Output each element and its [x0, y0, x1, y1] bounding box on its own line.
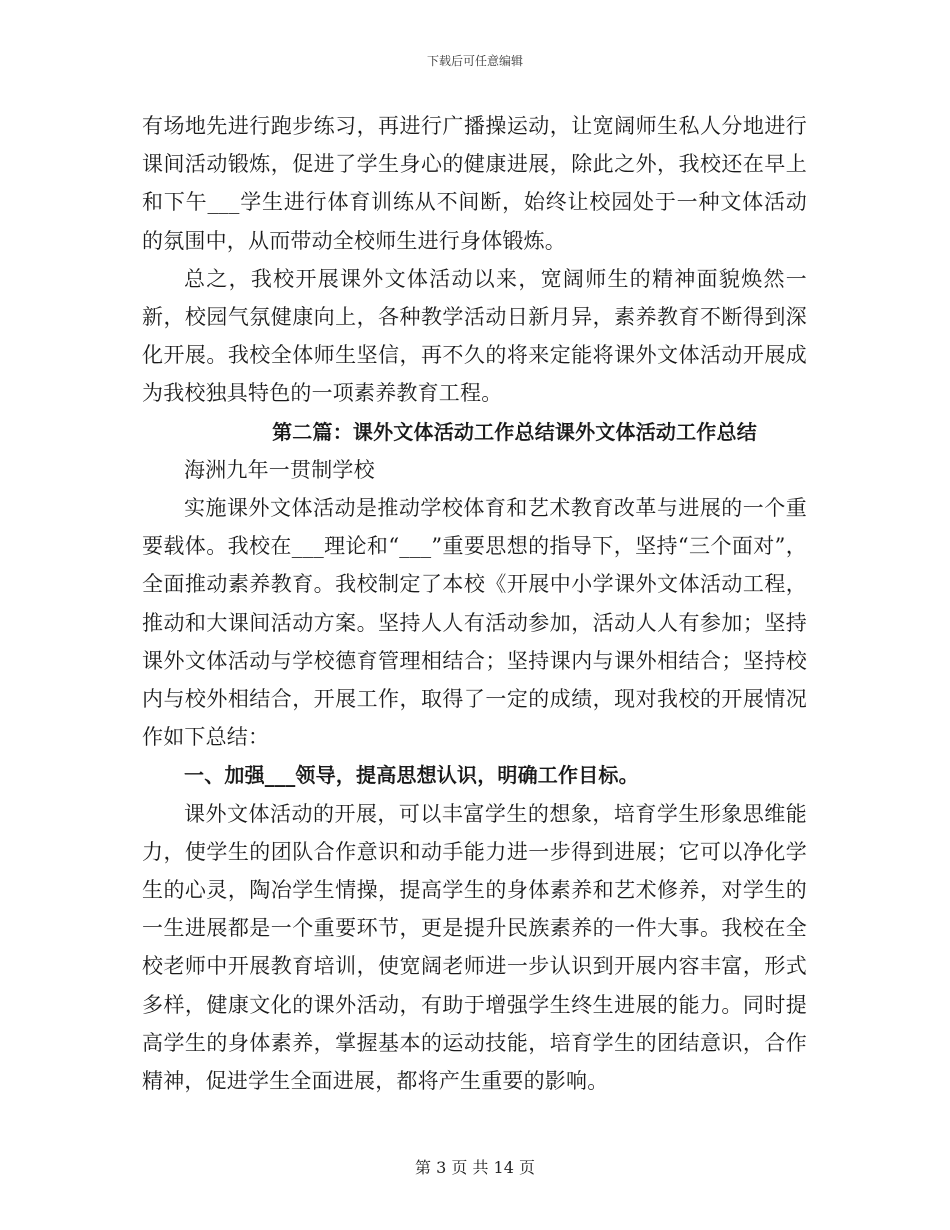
paragraph-continued: 有场地先进行跑步练习，再进行广播操运动，让宽阔师生私人分地进行课间活动锻炼，促进了学生身心的健康进展，除此之外，我校还在早上和下午___学生进行体育训练从不间断，始终让校园处于一种文体活动的氛围中，从而带动全校师生进行身体锻炼。 — [142, 114, 807, 253]
chapter-title: 第二篇：课外文体活动工作总结课外文体活动工作总结 — [272, 419, 757, 444]
paragraph-summary: 总之，我校开展课外文体活动以来，宽阔师生的精神面貌焕然一新，校园气氛健康向上，各种教学活动日新月异，素养教育不断得到深化开展。我校全体师生坚信，再不久的将来定能将课外文体活动开展成为我校独具特色的一项素养教育工程。 — [142, 266, 807, 406]
section-heading-1: 一、加强___领导，提高思想认识，明确工作目标。 — [184, 763, 639, 788]
page-number: 第 3 页 共 14 页 — [415, 1158, 535, 1177]
paragraph-intro: 实施课外文体活动是推动学校体育和艺术教育改革与进展的一个重要载体。我校在___理论和“___”重要思想的指导下，坚持“三个面对”，全面推动素养教育。我校制定了本校《开展中小学课外文体活动工程，推动和大课间活动方案。坚持人人有活动参加，活动人人有参加；坚持课外文体活动与学校德育管理相结合；坚持课内与课外相结合；坚持校内与校外相结合，开展工作，取得了一定的成绩，现对我校的开展情况作如下总结： — [142, 496, 807, 750]
paragraph-section-1: 课外文体活动的开展，可以丰富学生的想象，培育学生形象思维能力，使学生的团队合作意识和动手能力进一步得到进展；它可以净化学生的心灵，陶冶学生情操，提高学生的身体素养和艺术修养，对学生的一生进展都是一个重要环节，更是提升民族素养的一件大事。我校在全校老师中开展教育培训，使宽阔老师进一步认识到开展内容丰富，形式多样，健康文化的课外活动，有助于增强学生终生进展的能力。同时提高学生的身体素养，掌握基本的运动技能，培育学生的团结意识，合作精神，促进学生全面进展，都将产生重要的影响。 — [142, 801, 807, 1094]
document-body — [142, 107, 807, 1100]
page-header: 下载后可任意编辑 — [426, 54, 523, 68]
school-name: 海洲九年一贯制学校 — [184, 457, 375, 482]
